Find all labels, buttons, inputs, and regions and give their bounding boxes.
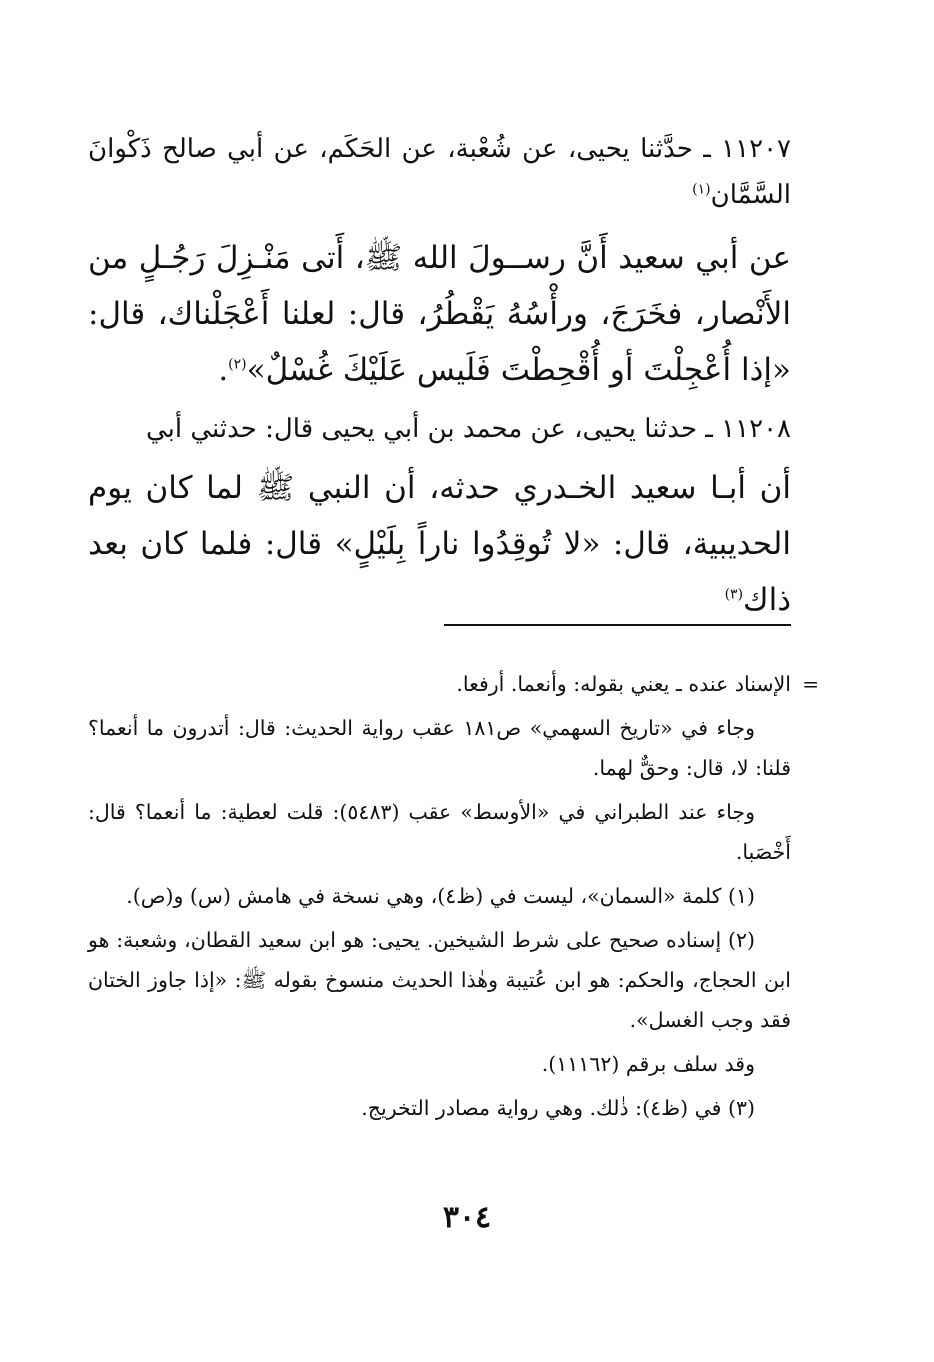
footnote-1: (١) كلمة «السمان»، ليست في (ظ٤)، وهي نسخة في هامش (س) و(ص). — [126, 884, 755, 908]
hadith-11207-body-text: عن أبي سعيد أَنَّ رســولَ الله ﷺ، أَتى مَنْـزِلَ رَجُـلٍ من الأَنْصار، فخَرَجَ، ورأْسُهُ يَقْطُرُ، قال: لعلنا أَعْجَلْناك، قال: «إذا أُعْجِلْتَ أو أُقْحِطْتَ فَلَيس عَلَيْكَ غُسْلٌ» — [88, 240, 791, 388]
footnote-ref-2: (٢) — [228, 356, 247, 373]
footnote-2: (٢) إسناده صحيح على شرط الشيخين. يحيى: هو ابن سعيد القطان، وشعبة: هو ابن الحجاج، والحكم: هو ابن عُتيبة وهٰذا الحديث منسوخ بقوله ﷺ: «إذا جاوز الختان فقد وجب الغسل». — [88, 928, 791, 1032]
continuation-mark: = — [802, 672, 819, 696]
page-number: ٣٠٤ — [442, 1200, 492, 1235]
hadith-11207-heading — [88, 126, 791, 218]
footnotes-section — [88, 664, 819, 1132]
footnote-continuation-para-3: وجاء عند الطبراني في «الأوسط» عقب (٥٤٨٣): قلت لعطية: ما أنعما؟ قال: أَخْصَبا. — [88, 800, 791, 864]
footnote-separator — [444, 624, 791, 626]
hadith-11207-body-end: . — [218, 352, 229, 388]
footnote-3: (٣) في (ظ٤): ذٰلك. وهي رواية مصادر التخريج. — [361, 1096, 755, 1120]
footnote-continuation-para-2: وجاء في «تاريخ السهمي» ص١٨١ عقب رواية الحديث: قال: أتدرون ما أنعما؟ قلنا: لا، قال: وحقٌّ لهما. — [88, 716, 791, 780]
hadith-11207-body — [88, 230, 791, 398]
hadith-11207-heading-text: ١١٢٠٧ ـ حدَّثنا يحيى، عن شُعْبة، عن الحَكَم، عن أبي صالح ذَكْوانَ السَّمَّان — [88, 134, 791, 210]
footnote-ref-3: (٣) — [724, 586, 744, 603]
footnote-continuation-text: الإسناد عنده ـ يعني بقوله: وأنعما. أرفعا. — [456, 672, 791, 696]
hadith-11208-body — [88, 460, 791, 628]
hadith-11208-heading — [88, 406, 791, 452]
hadith-11208-heading-text: ١١٢٠٨ ـ حدثنا يحيى، عن محمد بن أبي يحيى قال: حدثني أبي — [145, 414, 791, 444]
footnote-continuation — [88, 664, 819, 704]
footnote-ref-1: (١) — [692, 181, 711, 198]
hadith-11208-body-text: أن أبـا سعيد الخـدري حدثه، أن النبي ﷺ لما كان يوم الحديبية، قال: «لا تُوقِدُوا ناراً بِلَيْلٍ» قال: فلما كان بعد ذاك — [88, 470, 791, 618]
footnote-2-continued: وقد سلف برقم (١١١٦٢). — [541, 1052, 755, 1076]
